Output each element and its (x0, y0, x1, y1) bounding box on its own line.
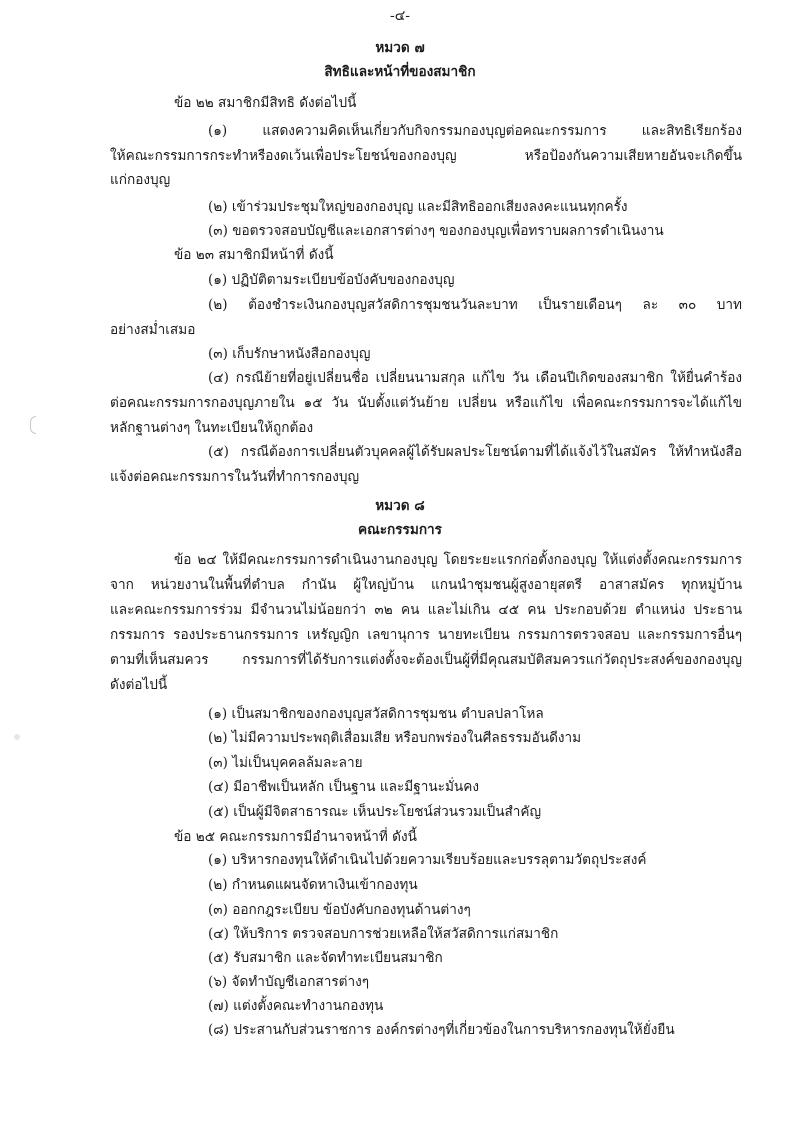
article-23-item-2-cont: อย่างสม่ำเสมอ (110, 322, 196, 338)
article-23-item-5: (๕) กรณีต้องการเปลี่ยนตัวบุคคลผู้ได้รับผลประโยชน์ตามที่ได้แจ้งไว้ในสมัคร ให้ทำหนังสือ (208, 444, 742, 460)
article-23-heading: ข้อ ๒๓ สมาชิกมีหน้าที่ ดังนี้ (174, 247, 334, 263)
article-23-item-1: (๑) ปฏิบัติตามระเบียบข้อบังคับของกองบุญ (208, 272, 455, 288)
article-25-heading: ข้อ ๒๕ คณะกรรมการมีอำนาจหน้าที่ ดังนี้ (174, 829, 417, 845)
chapter-7-heading: หมวด ๗ (375, 40, 425, 56)
chapter-8-title: คณะกรรมการ (358, 522, 442, 538)
article-24-text-line: กรรมการ รองประธานกรรมการ เหรัญญิก เลขานุการ นายทะเบียน กรรมการตรวจสอบ และกรรมการอื่นๆ (110, 627, 742, 643)
article-23-item-4-cont: หลักฐานต่างๆ ในทะเบียนให้ถูกต้อง (110, 420, 314, 436)
article-24-item-5: (๕) เป็นผู้มีจิตสาธารณะ เห็นประโยชน์ส่วนรวมเป็นสำคัญ (208, 804, 542, 820)
article-24-item-1: (๑) เป็นสมาชิกของกองบุญสวัสดิการชุมชน ตำบลปลาโหล (208, 706, 544, 722)
article-22-item-1-cont: ให้คณะกรรมการกระทำหรืองดเว้นเพื่อประโยชน์ของกองบุญ หรือป้องกันความเสียหายอันจะเกิดขึ้น (110, 148, 742, 164)
article-22-item-3: (๓) ขอตรวจสอบบัญชีและเอกสารต่างๆ ของกองบุญเพื่อทราบผลการดำเนินงาน (208, 223, 664, 239)
article-22-item-1-cont: แก่กองบุญ (110, 172, 171, 188)
article-22-item-2: (๒) เข้าร่วมประชุมใหญ่ของกองบุญ และมีสิทธิออกเสียงลงคะแนนทุกครั้ง (208, 199, 628, 215)
article-24-item-2: (๒) ไม่มีความประพฤติเสื่อมเสีย หรือบกพร่องในศีลธรรมอันดีงาม (208, 730, 582, 746)
article-23-item-5-cont: แจ้งต่อคณะกรรมการในวันที่ทำการกองบุญ (110, 469, 360, 485)
article-25-item-4: (๔) ให้บริการ ตรวจสอบการช่วยเหลือให้สวัสดิการแก่สมาชิก (208, 926, 559, 942)
chapter-7-title: สิทธิและหน้าที่ของสมาชิก (324, 64, 476, 80)
article-25-item-6: (๖) จัดทำบัญชีเอกสารต่างๆ (208, 974, 370, 990)
article-25-item-1: (๑) บริหารกองทุนให้ดำเนินไปด้วยความเรียบร้อยและบรรลุตามวัตถุประสงค์ (208, 852, 647, 868)
chapter-8-heading: หมวด ๘ (375, 498, 425, 514)
article-25-item-8: (๘) ประสานกับส่วนราชการ องค์กรต่างๆที่เกี่ยวข้องในการบริหารกองทุนให้ยั่งยืน (208, 1022, 675, 1038)
article-25-item-3: (๓) ออกกฎระเบียบ ข้อบังคับกองทุนด้านต่างๆ (208, 902, 471, 918)
article-23-item-3: (๓) เก็บรักษาหนังสือกองบุญ (208, 346, 371, 362)
article-25-item-2: (๒) กำหนดแผนจัดหาเงินเข้ากองทุน (208, 877, 418, 893)
article-24-text-line: ตามที่เห็นสมควร กรรมการที่ได้รับการแต่งตั้งจะต้องเป็นผู้ที่มีคุณสมบัติสมควรแก่วัตถุประสงค์ของกองบุญ (110, 652, 742, 668)
article-25-item-5: (๕) รับสมาชิก และจัดทำทะเบียนสมาชิก (208, 950, 443, 966)
article-23-item-2: (๒) ต้องชำระเงินกองบุญสวัสดิการชุมชนวันละบาท เป็นรายเดือนๆ ละ ๓๐ บาท (208, 297, 742, 313)
article-24-text-line: จาก หน่วยงานในพื้นที่ตำบล กำนัน ผู้ใหญ่บ้าน แกนนำชุมชนผู้สูงอายุสตรี อาสาสมัคร ทุกหมู่บ้าน (110, 577, 742, 593)
article-22-heading: ข้อ ๒๒ สมาชิกมีสิทธิ ดังต่อไปนี้ (174, 95, 357, 111)
scan-hole-mark (30, 416, 36, 434)
article-24-item-4: (๔) มีอาชีพเป็นหลัก เป็นฐาน และมีฐานะมั่นคง (208, 779, 479, 795)
page-number: -๔- (389, 8, 411, 24)
article-24-item-3: (๓) ไม่เป็นบุคคลล้มละลาย (208, 755, 363, 771)
article-24-text-line: และคณะกรรมการร่วม มีจำนวนไม่น้อยกว่า ๓๒ คน และไม่เกิน ๔๕ คน ประกอบด้วย ตำแหน่ง ประธาน (110, 602, 742, 618)
scan-dust-mark (14, 734, 20, 740)
article-24-text-line: ดังต่อไปนี้ (110, 677, 168, 693)
article-22-item-1: (๑) แสดงความคิดเห็นเกี่ยวกับกิจกรรมกองบุญต่อคณะกรรมการ และสิทธิเรียกร้อง (208, 123, 742, 139)
article-23-item-4-cont: ต่อคณะกรรมการกองบุญภายใน ๑๕ วัน นับตั้งแต่วันย้าย เปลี่ยน หรือแก้ไข เพื่อคณะกรรมการจะได้แก้ไข (110, 395, 742, 411)
article-25-item-7: (๗) แต่งตั้งคณะทำงานกองทุน (208, 998, 384, 1014)
article-23-item-4: (๔) กรณีย้ายที่อยู่เปลี่ยนชื่อ เปลี่ยนนามสกุล แก้ไข วัน เดือนปีเกิดของสมาชิก ให้ยื่นคำร้อง (208, 370, 742, 386)
article-24-text-line: ข้อ ๒๔ ให้มีคณะกรรมการดำเนินงานกองบุญ โดยระยะแรกก่อตั้งกองบุญ ให้แต่งตั้งคณะกรรมการ (174, 552, 742, 568)
